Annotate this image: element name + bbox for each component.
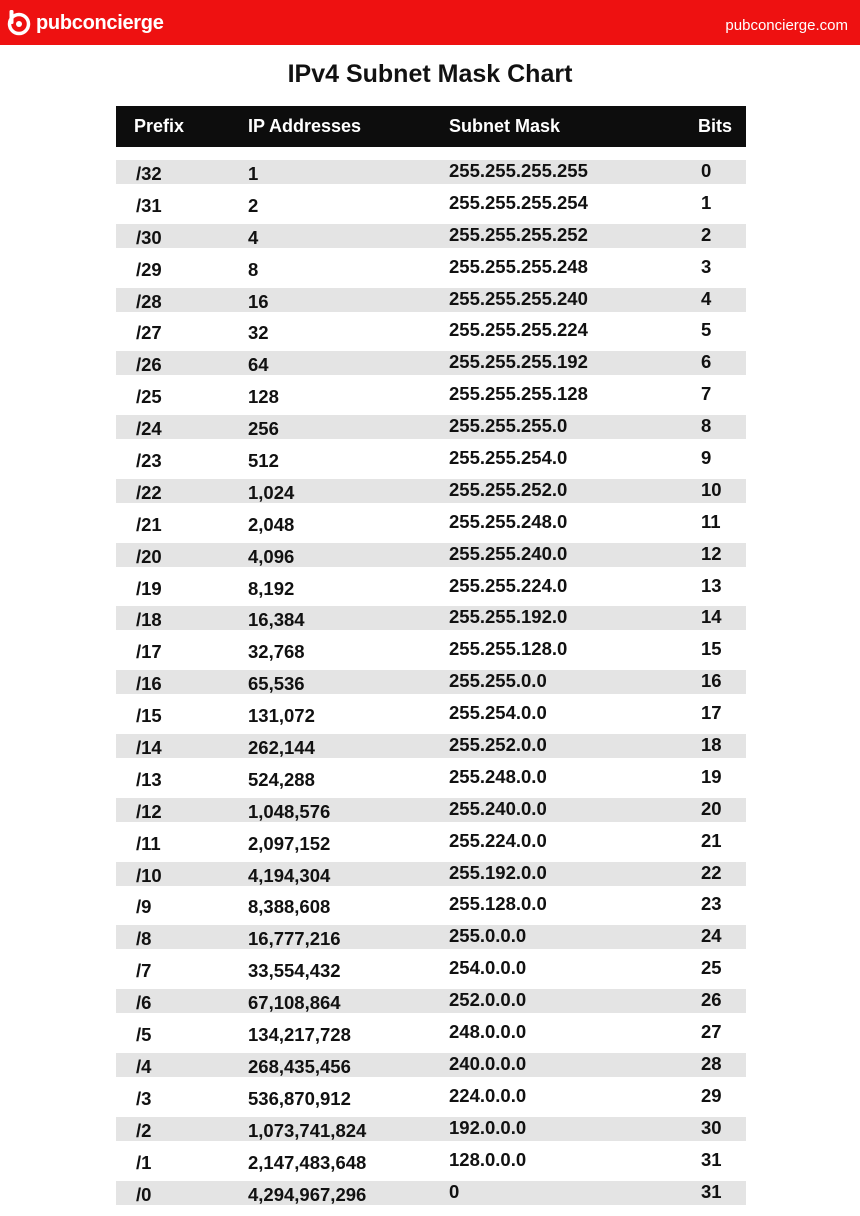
- cell-bits: 24: [701, 925, 722, 947]
- column-header-prefix: Prefix: [134, 116, 185, 136]
- cell-subnet-mask: 255.255.192.0: [449, 606, 568, 628]
- cell-bits: 2: [701, 223, 712, 245]
- table-row: [116, 1053, 746, 1085]
- cell-prefix: /28: [136, 290, 162, 312]
- row-band: [116, 862, 746, 886]
- cell-ip-addresses: 1,073,741,824: [248, 1119, 367, 1141]
- cell-ip-addresses: 2,097,152: [248, 832, 331, 854]
- table-row: [116, 734, 746, 766]
- cell-bits: 10: [701, 478, 722, 500]
- cell-subnet-mask: 255.192.0.0: [449, 861, 547, 883]
- cell-prefix: /7: [136, 960, 152, 982]
- cell-bits: 26: [701, 989, 722, 1011]
- cell-ip-addresses: 4: [248, 226, 259, 248]
- cell-subnet-mask: 255.252.0.0: [449, 734, 547, 756]
- cell-subnet-mask: 255.255.240.0: [449, 542, 568, 564]
- cell-subnet-mask: 255.0.0.0: [449, 925, 527, 947]
- cell-ip-addresses: 134,217,728: [248, 1024, 351, 1046]
- cell-ip-addresses: 1,048,576: [248, 800, 331, 822]
- table-row: [116, 511, 746, 543]
- site-url-link[interactable]: pubconcierge.com: [725, 17, 848, 34]
- cell-subnet-mask: 248.0.0.0: [449, 1021, 527, 1043]
- row-band: [116, 670, 746, 694]
- cell-bits: 29: [701, 1084, 722, 1106]
- cell-ip-addresses: 262,144: [248, 737, 315, 759]
- brand-name: pubconcierge: [36, 11, 164, 34]
- cell-prefix: /20: [136, 545, 162, 567]
- cell-prefix: /14: [136, 737, 162, 759]
- table-row: [116, 638, 746, 670]
- table-row: [116, 702, 746, 734]
- cell-prefix: /12: [136, 800, 162, 822]
- cell-prefix: /23: [136, 450, 162, 472]
- table-row: [116, 319, 746, 351]
- cell-bits: 22: [701, 861, 722, 883]
- cell-bits: 6: [701, 351, 712, 373]
- cell-ip-addresses: 512: [248, 450, 279, 472]
- cell-ip-addresses: 2,048: [248, 513, 295, 535]
- cell-prefix: /11: [136, 832, 161, 854]
- table-header: [116, 106, 746, 147]
- row-band: [116, 447, 746, 471]
- table-row: [116, 1085, 746, 1117]
- cell-prefix: /19: [136, 577, 162, 599]
- table-row: [116, 224, 746, 256]
- cell-bits: 28: [701, 1052, 722, 1074]
- cell-subnet-mask: 255.255.0.0: [449, 670, 547, 692]
- cell-ip-addresses: 256: [248, 418, 279, 440]
- row-band: [116, 638, 746, 662]
- cell-prefix: /31: [136, 194, 162, 216]
- cell-subnet-mask: 255.248.0.0: [449, 765, 547, 787]
- cell-bits: 7: [701, 383, 712, 405]
- cell-ip-addresses: 2,147,483,648: [248, 1151, 367, 1173]
- cell-ip-addresses: 4,194,304: [248, 864, 331, 886]
- cell-prefix: /2: [136, 1119, 152, 1141]
- table-row: [116, 1021, 746, 1053]
- pubconcierge-logo-icon: [7, 9, 31, 37]
- cell-bits: 23: [701, 893, 722, 915]
- cell-prefix: /21: [136, 513, 162, 535]
- table-row: [116, 670, 746, 702]
- row-band: [116, 1053, 746, 1077]
- row-band: [116, 415, 746, 439]
- table-row: [116, 862, 746, 894]
- cell-bits: 30: [701, 1116, 722, 1138]
- row-band: [116, 734, 746, 758]
- cell-subnet-mask: 255.255.254.0: [449, 447, 568, 469]
- cell-bits: 14: [701, 606, 722, 628]
- row-band: [116, 1117, 746, 1141]
- cell-prefix: /16: [136, 673, 162, 695]
- cell-ip-addresses: 4,096: [248, 545, 295, 567]
- table-row: [116, 383, 746, 415]
- cell-subnet-mask: 255.255.248.0: [449, 510, 568, 532]
- cell-ip-addresses: 8,192: [248, 577, 295, 599]
- table-row: [116, 893, 746, 925]
- cell-subnet-mask: 255.255.255.240: [449, 287, 588, 309]
- cell-subnet-mask: 255.255.255.192: [449, 351, 588, 373]
- cell-bits: 25: [701, 957, 722, 979]
- table-row: [116, 415, 746, 447]
- table-row: [116, 479, 746, 511]
- brand-logo[interactable]: [7, 9, 164, 37]
- cell-prefix: /1: [136, 1151, 152, 1173]
- cell-prefix: /26: [136, 354, 162, 376]
- row-band: [116, 383, 746, 407]
- cell-subnet-mask: 255.255.252.0: [449, 478, 568, 500]
- cell-ip-addresses: 16,777,216: [248, 928, 341, 950]
- cell-bits: 18: [701, 734, 722, 756]
- row-band: [116, 511, 746, 535]
- cell-subnet-mask: 255.255.255.248: [449, 255, 588, 277]
- cell-bits: 1: [701, 191, 712, 213]
- cell-bits: 20: [701, 797, 722, 819]
- cell-ip-addresses: 524,288: [248, 768, 315, 790]
- row-band: [116, 575, 746, 599]
- cell-prefix: /27: [136, 322, 162, 344]
- cell-ip-addresses: 1,024: [248, 481, 295, 503]
- cell-bits: 21: [701, 829, 722, 851]
- cell-prefix: /3: [136, 1087, 152, 1109]
- cell-subnet-mask: 255.128.0.0: [449, 893, 547, 915]
- cell-bits: 5: [701, 319, 712, 341]
- row-band: [116, 989, 746, 1013]
- page-title: IPv4 Subnet Mask Chart: [287, 60, 573, 88]
- cell-bits: 9: [701, 447, 712, 469]
- cell-subnet-mask: 192.0.0.0: [449, 1116, 527, 1138]
- cell-bits: 31: [701, 1148, 722, 1170]
- cell-prefix: /8: [136, 928, 152, 950]
- table-row: [116, 1149, 746, 1181]
- row-band: [116, 1085, 746, 1109]
- column-header-ip-addresses: IP Addresses: [248, 116, 362, 136]
- row-band: [116, 702, 746, 726]
- row-band: [116, 1021, 746, 1045]
- table-row: [116, 256, 746, 288]
- column-header-subnet-mask: Subnet Mask: [449, 116, 561, 136]
- cell-ip-addresses: 8,388,608: [248, 896, 331, 918]
- cell-bits: 0: [701, 160, 712, 181]
- cell-prefix: /17: [136, 641, 162, 663]
- cell-subnet-mask: 240.0.0.0: [449, 1052, 527, 1074]
- row-band: [116, 256, 746, 280]
- cell-bits: 13: [701, 574, 722, 596]
- row-band: [116, 319, 746, 343]
- cell-subnet-mask: 255.255.224.0: [449, 574, 568, 596]
- cell-prefix: /0: [136, 1183, 152, 1205]
- table-row: [116, 1181, 746, 1213]
- cell-subnet-mask: 255.224.0.0: [449, 829, 547, 851]
- cell-bits: 27: [701, 1021, 722, 1043]
- cell-ip-addresses: 1: [248, 163, 259, 184]
- row-band: [116, 957, 746, 981]
- cell-prefix: /9: [136, 896, 152, 918]
- table-row: [116, 192, 746, 224]
- cell-ip-addresses: 8: [248, 258, 259, 280]
- cell-subnet-mask: 254.0.0.0: [449, 957, 527, 979]
- cell-bits: 16: [701, 670, 722, 692]
- cell-bits: 15: [701, 638, 722, 660]
- column-header-bits: Bits: [698, 116, 733, 136]
- cell-subnet-mask: 255.255.255.0: [449, 415, 568, 437]
- table-row: [116, 1117, 746, 1149]
- cell-subnet-mask: 255.255.255.255: [449, 160, 588, 181]
- row-band: [116, 479, 746, 503]
- cell-ip-addresses: 33,554,432: [248, 960, 341, 982]
- table-row: [116, 830, 746, 862]
- table-row: [116, 575, 746, 607]
- cell-ip-addresses: 32,768: [248, 641, 305, 663]
- cell-ip-addresses: 2: [248, 194, 259, 216]
- table-row: [116, 351, 746, 383]
- cell-bits: 8: [701, 415, 712, 437]
- cell-bits: 12: [701, 542, 722, 564]
- cell-ip-addresses: 4,294,967,296: [248, 1183, 367, 1205]
- row-band: [116, 1149, 746, 1173]
- cell-prefix: /29: [136, 258, 162, 280]
- table-row: [116, 160, 746, 192]
- row-band: [116, 925, 746, 949]
- table-row: [116, 606, 746, 638]
- cell-ip-addresses: 131,072: [248, 705, 315, 727]
- cell-subnet-mask: 255.255.128.0: [449, 638, 568, 660]
- cell-subnet-mask: 128.0.0.0: [449, 1148, 527, 1170]
- cell-prefix: /5: [136, 1024, 152, 1046]
- table-row: [116, 288, 746, 320]
- cell-subnet-mask: 255.240.0.0: [449, 797, 547, 819]
- cell-ip-addresses: 268,435,456: [248, 1055, 351, 1077]
- subnet-table: [116, 106, 746, 1205]
- cell-bits: 11: [701, 510, 721, 532]
- row-band: [116, 1181, 746, 1205]
- cell-subnet-mask: 255.254.0.0: [449, 702, 547, 724]
- cell-prefix: /22: [136, 481, 162, 503]
- cell-ip-addresses: 16,384: [248, 609, 305, 631]
- table-row: [116, 957, 746, 989]
- table-row: [116, 989, 746, 1021]
- cell-prefix: /30: [136, 226, 162, 248]
- cell-prefix: /25: [136, 386, 162, 408]
- table-row: [116, 766, 746, 798]
- row-band: [116, 766, 746, 790]
- cell-prefix: /6: [136, 992, 152, 1014]
- cell-bits: 3: [701, 255, 712, 277]
- cell-bits: 31: [701, 1180, 722, 1202]
- cell-ip-addresses: 32: [248, 322, 269, 344]
- table-row: [116, 925, 746, 957]
- row-band: [116, 606, 746, 630]
- table-row: [116, 447, 746, 479]
- cell-ip-addresses: 65,536: [248, 673, 305, 695]
- cell-prefix: /15: [136, 705, 162, 727]
- cell-prefix: /18: [136, 609, 162, 631]
- row-band: [116, 798, 746, 822]
- table-row: [116, 543, 746, 575]
- row-band: [116, 288, 746, 312]
- top-banner: [0, 0, 860, 45]
- row-band: [116, 224, 746, 248]
- cell-bits: 17: [701, 702, 722, 724]
- cell-bits: 19: [701, 765, 722, 787]
- cell-prefix: /32: [136, 163, 162, 184]
- cell-ip-addresses: 536,870,912: [248, 1087, 351, 1109]
- cell-subnet-mask: 255.255.255.252: [449, 223, 588, 245]
- cell-subnet-mask: 0: [449, 1180, 460, 1202]
- table-body: [116, 160, 746, 1212]
- cell-prefix: /24: [136, 418, 162, 440]
- cell-ip-addresses: 16: [248, 290, 269, 312]
- cell-subnet-mask: 255.255.255.254: [449, 191, 588, 213]
- cell-prefix: /10: [136, 864, 162, 886]
- row-band: [116, 543, 746, 567]
- cell-ip-addresses: 128: [248, 386, 279, 408]
- cell-ip-addresses: 67,108,864: [248, 992, 341, 1014]
- table-row: [116, 798, 746, 830]
- row-band: [116, 160, 746, 184]
- cell-ip-addresses: 64: [248, 354, 269, 376]
- cell-prefix: /13: [136, 768, 162, 790]
- cell-subnet-mask: 252.0.0.0: [449, 989, 527, 1011]
- cell-prefix: /4: [136, 1055, 152, 1077]
- cell-subnet-mask: 255.255.255.128: [449, 383, 588, 405]
- row-band: [116, 893, 746, 917]
- cell-subnet-mask: 224.0.0.0: [449, 1084, 527, 1106]
- cell-subnet-mask: 255.255.255.224: [449, 319, 588, 341]
- cell-bits: 4: [701, 287, 712, 309]
- row-band: [116, 351, 746, 375]
- row-band: [116, 830, 746, 854]
- row-band: [116, 192, 746, 216]
